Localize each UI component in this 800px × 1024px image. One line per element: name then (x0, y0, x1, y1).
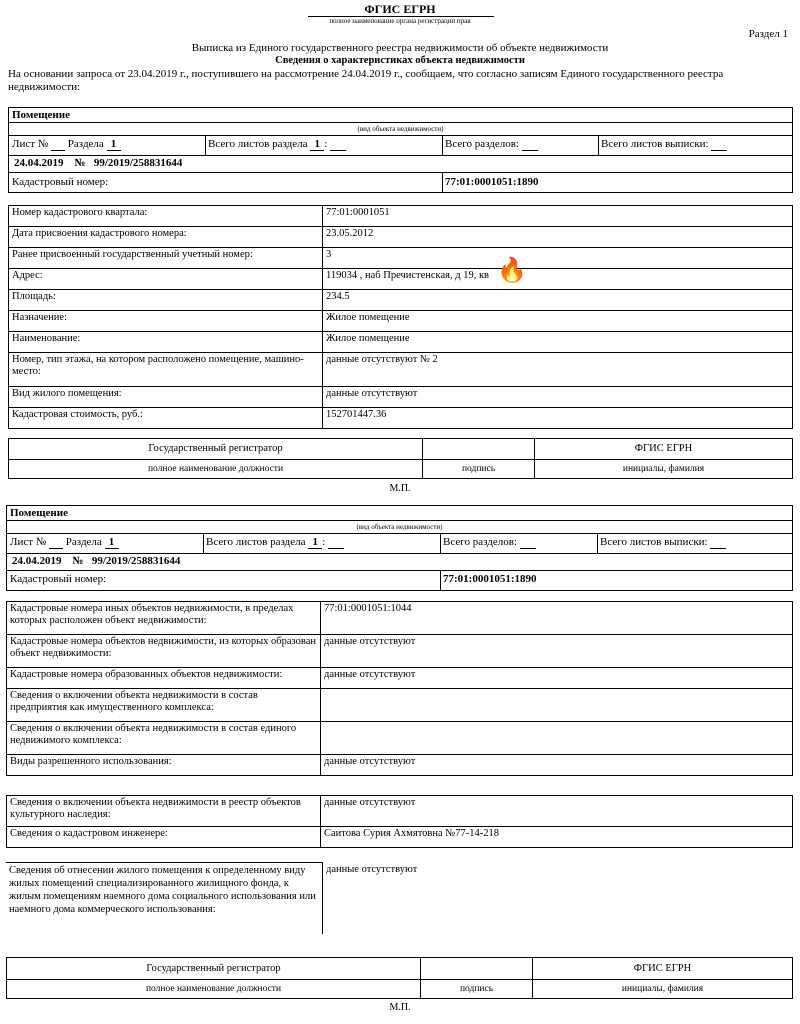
row-value: 119034 , наб Пречистенская, д 19, кв (323, 269, 793, 290)
divider (6, 570, 793, 571)
divider (440, 570, 441, 591)
total-sheets-section-value: 1 (308, 536, 322, 549)
divider (322, 862, 323, 934)
row-value: 3 (323, 248, 793, 269)
row-label: Сведения о кадастровом инженере: (7, 827, 321, 848)
table-row (9, 227, 793, 248)
doc-subtitle: Сведения о характеристиках объекта недвижимости (275, 55, 525, 66)
registrar-title: Государственный регистратор (9, 439, 423, 460)
divider (6, 520, 793, 521)
divider (597, 533, 598, 553)
divider (203, 533, 204, 553)
row-label: Дата присвоения кадастрового номера: (9, 227, 323, 248)
row-value: 77:01:0001051:1044 (321, 602, 793, 635)
row-label: Ранее присвоенный государственный учетный номер: (9, 248, 323, 269)
sheet2-cad-value: 77:01:0001051:1890 (443, 573, 537, 585)
row-label: Сведения о включении объекта недвижимости в состав единого недвижимого комплекса: (7, 722, 321, 755)
table-row (9, 248, 793, 269)
intro-text: На основании запроса от 23.04.2019 г., поступившего на рассмотрение 24.04.2019 г., сообщаем, что согласно записям Единого государственного реестра недвижимости: (8, 68, 724, 93)
row-label: Номер, тип этажа, на котором расположено помещение, машино-место: (9, 353, 323, 387)
table-row (9, 311, 793, 332)
total-sheets-section-value: 1 (310, 138, 324, 151)
blank (711, 138, 727, 151)
stamp-placeholder: М.П. (389, 1002, 411, 1013)
row-label: Наименование: (9, 332, 323, 353)
num-sign: № (74, 157, 86, 169)
signature-table-2 (6, 957, 793, 999)
razdela-label: Раздела (65, 536, 102, 548)
list-no-label: Лист № (12, 138, 49, 150)
blank (328, 536, 344, 549)
row-value: Жилое помещение (323, 311, 793, 332)
sheet1-total-sections (445, 138, 538, 151)
divider (6, 862, 322, 863)
table-row (7, 722, 793, 755)
name-caption: инициалы, фамилия (533, 980, 793, 999)
row-value (321, 722, 793, 755)
list-no-blank (51, 138, 65, 151)
sheet2-cad-label: Кадастровый номер: (10, 573, 107, 585)
table-row (7, 796, 793, 827)
position-caption: полное наименование должности (9, 460, 423, 479)
row-value: 152701447.36 (323, 408, 793, 429)
section2-table-b (6, 795, 793, 848)
total-sections-label: Всего разделов: (443, 536, 517, 548)
sheet2-object-caption: (вид объекта недвижимости) (356, 523, 443, 531)
row-value: данные отсутствуют № 2 (323, 353, 793, 387)
row-value: данные отсутствуют (321, 755, 793, 776)
row-value: Саитова Сурия Ахмятовна №77-14-218 (321, 827, 793, 848)
org-caption: полное наименование органа регистрации прав (329, 17, 471, 25)
sheet1-cad-value: 77:01:0001051:1890 (445, 176, 539, 188)
sheet1-total-sheets-section (208, 138, 346, 151)
row-label: Сведения об отнесении жилого помещения к определенному виду жилых помещений специализированного жилищного фонда, к жилым помещениям наемного дома социального использования или наемного дома коммерческого использования: (9, 865, 316, 915)
table-row (7, 827, 793, 848)
row-label: Кадастровые номера иных объектов недвижимости, в пределах которых расположен объект недвижимости: (7, 602, 321, 635)
row-value: данные отсутствуют (321, 635, 793, 668)
sheet2-total-sheets-extract (600, 536, 726, 549)
divider (442, 135, 443, 155)
colon: : (322, 536, 326, 548)
extract-date: 24.04.2019 (14, 157, 64, 169)
table-row (7, 602, 793, 635)
row-label: Виды разрешенного использования: (7, 755, 321, 776)
row-label: Номер кадастрового квартала: (9, 206, 323, 227)
row-value: данные отсутствуют (323, 387, 793, 408)
table-row (9, 460, 793, 479)
table-row (9, 290, 793, 311)
divider (598, 135, 599, 155)
table-row (9, 353, 793, 387)
divider (442, 172, 443, 193)
extract-number: 99/2019/258831644 (93, 157, 183, 169)
sheet2-object-type: Помещение (10, 507, 68, 519)
extract-number: 99/2019/258831644 (91, 555, 181, 567)
sheet1-object-type: Помещение (12, 109, 70, 121)
razdela-label: Раздела (67, 138, 104, 150)
sign-caption: подпись (421, 980, 533, 999)
divider (205, 135, 206, 155)
sheet2-total-sheets-section (206, 536, 344, 549)
row-value: 23.05.2012 (323, 227, 793, 248)
registrar-title: Государственный регистратор (7, 958, 421, 980)
position-caption: полное наименование должности (7, 980, 421, 999)
divider (8, 122, 793, 123)
table-row (7, 635, 793, 668)
sheet1-object-caption: (вид объекта недвижимости) (357, 125, 444, 133)
row-value: данные отсутствуют (326, 864, 418, 875)
row-label: Адрес: (9, 269, 323, 290)
divider (6, 533, 793, 534)
total-sheets-section-label: Всего листов раздела (206, 536, 306, 548)
num-sign: № (72, 555, 84, 567)
signature-cell (423, 439, 535, 460)
divider (8, 135, 793, 136)
row-label: Кадастровые номера образованных объектов недвижимости: (7, 668, 321, 689)
sheet1-total-sheets-extract (601, 138, 727, 151)
row-label: Площадь: (9, 290, 323, 311)
fire-icon: 🔥 (497, 258, 527, 284)
blank (520, 536, 536, 549)
org-title: ФГИС ЕГРН (364, 2, 436, 16)
doc-title: Выписка из Единого государственного реестра недвижимости об объекте недвижимости (191, 42, 609, 54)
total-sheets-extract-label: Всего листов выписки: (600, 536, 708, 548)
row-label: Назначение: (9, 311, 323, 332)
row-label: Кадастровые номера объектов недвижимости, из которых образован объект недвижимости: (7, 635, 321, 668)
row-label: Сведения о включении объекта недвижимости в состав предприятия как имущественного комплекса: (7, 689, 321, 722)
section1-table (8, 205, 793, 429)
sheet1-list-no (12, 138, 121, 151)
razdela-value: 1 (105, 536, 119, 549)
table-row (9, 387, 793, 408)
row-value: данные отсутствуют (321, 796, 793, 827)
row-value: 77:01:0001051 (323, 206, 793, 227)
table-row (7, 958, 793, 980)
total-sheets-extract-label: Всего листов выписки: (601, 138, 709, 150)
row-label: Кадастровая стоимость, руб.: (9, 408, 323, 429)
divider (6, 553, 793, 554)
sheet2-total-sections (443, 536, 536, 549)
row-label: Сведения о включении объекта недвижимости в реестр объектов культурного наследия: (7, 796, 321, 827)
extract-date: 24.04.2019 (12, 555, 62, 567)
colon: : (324, 138, 328, 150)
sheet1-cad-label: Кадастровый номер: (12, 176, 109, 188)
stamp-placeholder: М.П. (389, 483, 411, 494)
sign-caption: подпись (423, 460, 535, 479)
total-sections-label: Всего разделов: (445, 138, 519, 150)
table-row (7, 668, 793, 689)
table-row (7, 689, 793, 722)
list-no-label: Лист № (10, 536, 47, 548)
blank (330, 138, 346, 151)
table-row (7, 755, 793, 776)
row-value: Жилое помещение (323, 332, 793, 353)
blank (522, 138, 538, 151)
table-row (9, 439, 793, 460)
razdel-label: Раздел 1 (748, 28, 788, 40)
row-value: 234.5 (323, 290, 793, 311)
sheet2-date-number (12, 555, 180, 567)
registrar-org: ФГИС ЕГРН (533, 958, 793, 980)
table-row (9, 332, 793, 353)
section2-table-a (6, 601, 793, 776)
table-row (9, 206, 793, 227)
list-no-blank (49, 536, 63, 549)
divider (8, 172, 793, 173)
divider (8, 155, 793, 156)
registrar-org: ФГИС ЕГРН (535, 439, 793, 460)
table-row (9, 408, 793, 429)
sheet1-date-number (14, 157, 182, 169)
table-row (9, 269, 793, 290)
razdela-value: 1 (107, 138, 121, 151)
signature-table-1 (8, 438, 793, 479)
total-sheets-section-label: Всего листов раздела (208, 138, 308, 150)
signature-cell (421, 958, 533, 980)
table-row (7, 980, 793, 999)
sheet2-list-no (10, 536, 119, 549)
divider (440, 533, 441, 553)
row-value (321, 689, 793, 722)
blank (710, 536, 726, 549)
row-label: Вид жилого помещения: (9, 387, 323, 408)
row-value: данные отсутствуют (321, 668, 793, 689)
name-caption: инициалы, фамилия (535, 460, 793, 479)
